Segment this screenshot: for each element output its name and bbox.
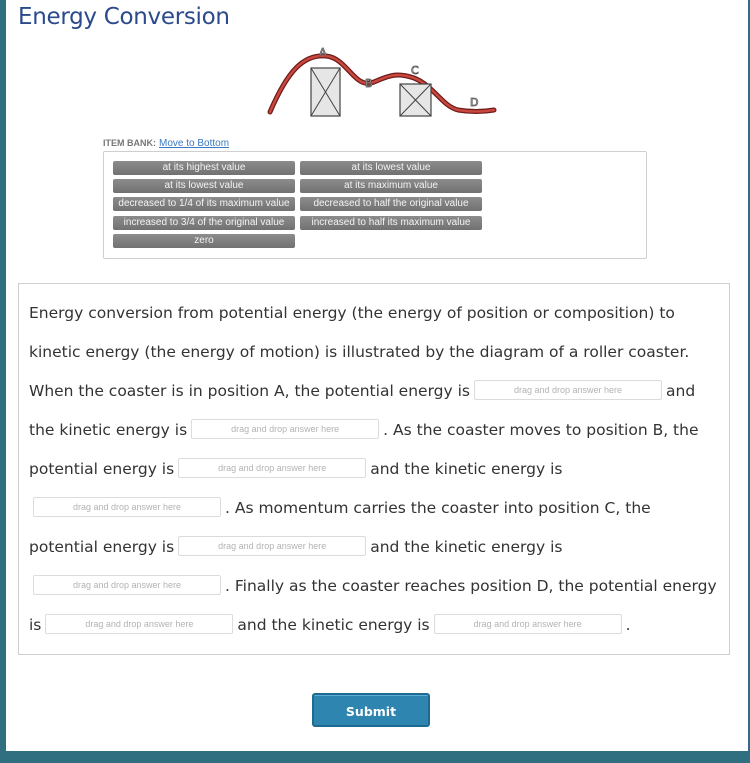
- drop-zone-d-potential[interactable]: drag and drop answer here: [45, 614, 233, 634]
- label-b: B: [365, 77, 373, 90]
- page-title: Energy Conversion: [18, 4, 230, 30]
- submit-answers-button[interactable]: Submit Answers: [312, 693, 430, 727]
- item-bank-label: ITEM BANK:: [103, 138, 156, 148]
- question-text-segment: . As the coaster moves to position B, the potential energy is: [29, 421, 699, 478]
- answer-chip[interactable]: decreased to 1/4 of its maximum value: [113, 197, 295, 211]
- question-text-segment: and the kinetic energy is: [29, 382, 696, 439]
- drop-zone-b-potential[interactable]: drag and drop answer here: [178, 458, 366, 478]
- question-text-segment: . As momentum carries the coaster into position C, the potential energy is: [29, 499, 651, 556]
- question-text-segment: and the kinetic energy is: [370, 460, 563, 478]
- drop-zone-c-potential[interactable]: drag and drop answer here: [178, 536, 366, 556]
- item-bank: [103, 151, 647, 259]
- coaster-track: [270, 56, 494, 112]
- answer-chip[interactable]: at its maximum value: [300, 179, 482, 193]
- question-text-segment: . Finally as the coaster reaches position D, the potential energy is: [29, 577, 717, 634]
- drop-zone-d-kinetic[interactable]: drag and drop answer here: [434, 614, 622, 634]
- roller-coaster-diagram: [256, 42, 506, 122]
- answer-chip[interactable]: decreased to half the original value: [300, 197, 482, 211]
- support-box-c: [400, 84, 431, 116]
- answer-chip[interactable]: at its lowest value: [300, 161, 482, 175]
- question-text-segment: and the kinetic energy is: [370, 538, 563, 556]
- label-d: D: [470, 96, 479, 109]
- drop-zone-a-potential[interactable]: drag and drop answer here: [474, 380, 662, 400]
- move-to-bottom-link[interactable]: Move to Bottom: [159, 138, 230, 149]
- page: [6, 0, 748, 751]
- answer-chip[interactable]: increased to 3/4 of the original value: [113, 216, 295, 230]
- question-text-segment: Energy conversion from potential energy (the energy of position or composition) to kinetic energy (the energy of motion) is illustrated by the diagram of a roller coaster. When the coaster is in position A, the potential energy is: [29, 304, 690, 400]
- question-panel: [18, 283, 730, 655]
- answer-chip[interactable]: at its lowest value: [113, 179, 295, 193]
- answer-chip[interactable]: increased to half its maximum value: [300, 216, 482, 230]
- label-a: A: [319, 46, 327, 59]
- question-text-segment: and the kinetic energy is: [237, 616, 430, 634]
- drop-zone-a-kinetic[interactable]: drag and drop answer here: [191, 419, 379, 439]
- answer-chip[interactable]: zero: [113, 234, 295, 248]
- answer-chip[interactable]: at its highest value: [113, 161, 295, 175]
- support-box-a: [311, 68, 340, 116]
- label-c: C: [411, 64, 419, 77]
- question-text-segment: .: [625, 616, 631, 634]
- item-bank-header: [103, 138, 229, 149]
- question-text: [29, 294, 724, 645]
- drop-zone-c-kinetic[interactable]: drag and drop answer here: [33, 575, 221, 595]
- drop-zone-b-kinetic[interactable]: drag and drop answer here: [33, 497, 221, 517]
